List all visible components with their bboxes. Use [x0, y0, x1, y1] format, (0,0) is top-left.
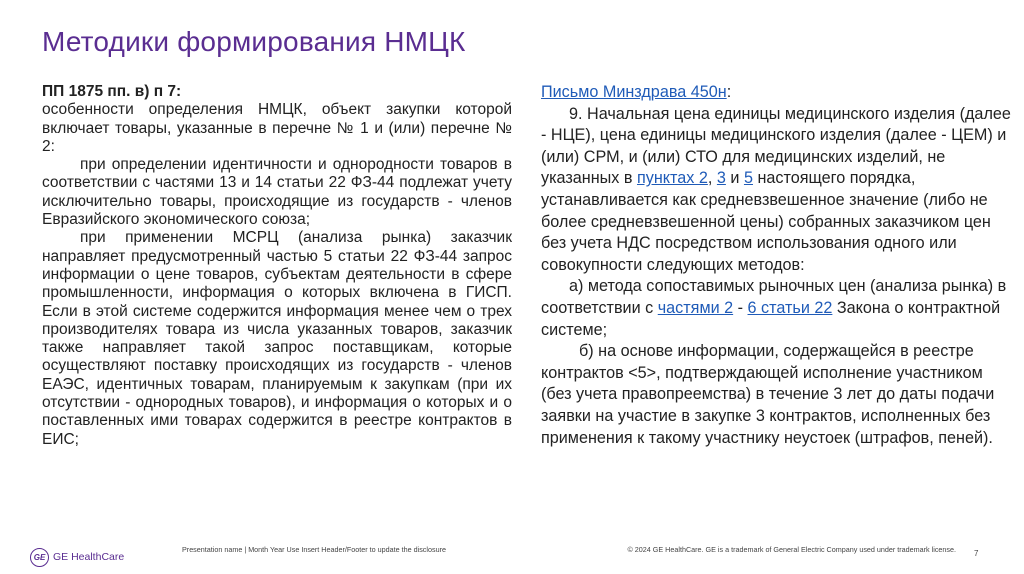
footer-trademark: © 2024 GE HealthCare. GE is a trademark of General Electric Company used under trademark license.: [627, 545, 956, 554]
p9-text-b: настоящего порядка, устанавливается как средневзвешенное значение (либо не более средневзвешенной цены) собранных заказчиком цен без учета НДС посредством использования одного или совокупности следующих методов:: [541, 169, 991, 274]
logo-text: GE HealthCare: [53, 551, 125, 563]
letter-colon: :: [726, 83, 732, 101]
right-paragraph-a: [541, 276, 1011, 341]
left-paragraph-1: особенности определения НМЦК, объект закупки которой включает товары, указанные в перечне № 1 и (или) перечне № 2:: [42, 101, 512, 155]
p9-sep-1: ,: [707, 169, 717, 188]
page-number: 7: [974, 549, 979, 558]
ge-healthcare-logo: [30, 546, 124, 568]
right-column: [541, 82, 1011, 449]
link-points-2[interactable]: пунктах 2: [636, 169, 708, 188]
pa-sep: -: [733, 298, 748, 317]
link-parts-2[interactable]: частями 2: [657, 298, 734, 317]
slide-footer: [0, 544, 1024, 574]
p9-text-a: 9. Начальная цена единицы медицинского изделия (далее - НЦЕ), цена единицы медицинского изделия (далее - ЦЕМ) и (или) СРМ, и (или) СТО для медицинских изделий, не указанных в: [541, 104, 1011, 188]
footer-disclosure: Presentation name | Month Year Use Insert Header/Footer to update the disclosure: [182, 545, 446, 554]
pa-text-a: а) метода сопоставимых рыночных цен (анализа рынка) в соответствии с: [541, 277, 1007, 317]
link-part-6-article-22[interactable]: 6 статьи 22: [747, 298, 833, 317]
left-paragraph-2: при определении идентичности и однородности товаров в соответствии с частями 13 и 14 статьи 22 ФЗ-44 подлежат учету исключительно товары, происходящие из государств - членов Евразийского экономического союза;: [42, 156, 512, 229]
link-point-5[interactable]: 5: [743, 169, 753, 188]
left-paragraph-3: при применении МСРЦ (анализа рынка) заказчик направляет предусмотренный частью 5 статьи 22 ФЗ-44 запрос информации о цене товаров, субъектам деятельности в сфере промышленности, информация о которых включена в ГИСП. Если в этой системе содержится информация менее чем о трех производителях товара из числа указанных товаров, заказчик также направляет такой запрос поставщикам, которые осуществляют поставку происходящих из государств - членов ЕАЭС, идентичных товарам, планируемым к закупкам (при их отсутствии - однородных товаров), и информация о которых и о поставленных ими товарах содержится в реестре контрактов в ЕИС;: [42, 229, 512, 448]
right-paragraph-9: [541, 104, 1011, 277]
right-paragraph-b: б) на основе информации, содержащейся в реестре контрактов <5>, подтверждающей исполнение участником (без учета правопреемства) в течение 3 лет до даты подачи заявки на участие в закупке 3 контрактов, исполненных без применения к такому участнику неустоек (штрафов, пеней).: [541, 342, 995, 447]
letter-heading: [541, 82, 1011, 104]
slide-title: Методики формирования НМЦК: [42, 26, 466, 57]
letter-link[interactable]: Письмо Минздрава 450н: [541, 83, 727, 101]
left-column: [42, 83, 512, 449]
link-point-3[interactable]: 3: [716, 169, 726, 188]
left-heading: ПП 1875 пп. в) п 7:: [42, 83, 182, 100]
p9-sep-2: и: [725, 169, 744, 188]
ge-monogram-icon: GE: [30, 548, 49, 567]
pa-text-b: Закона о контрактной системе;: [541, 298, 1001, 339]
